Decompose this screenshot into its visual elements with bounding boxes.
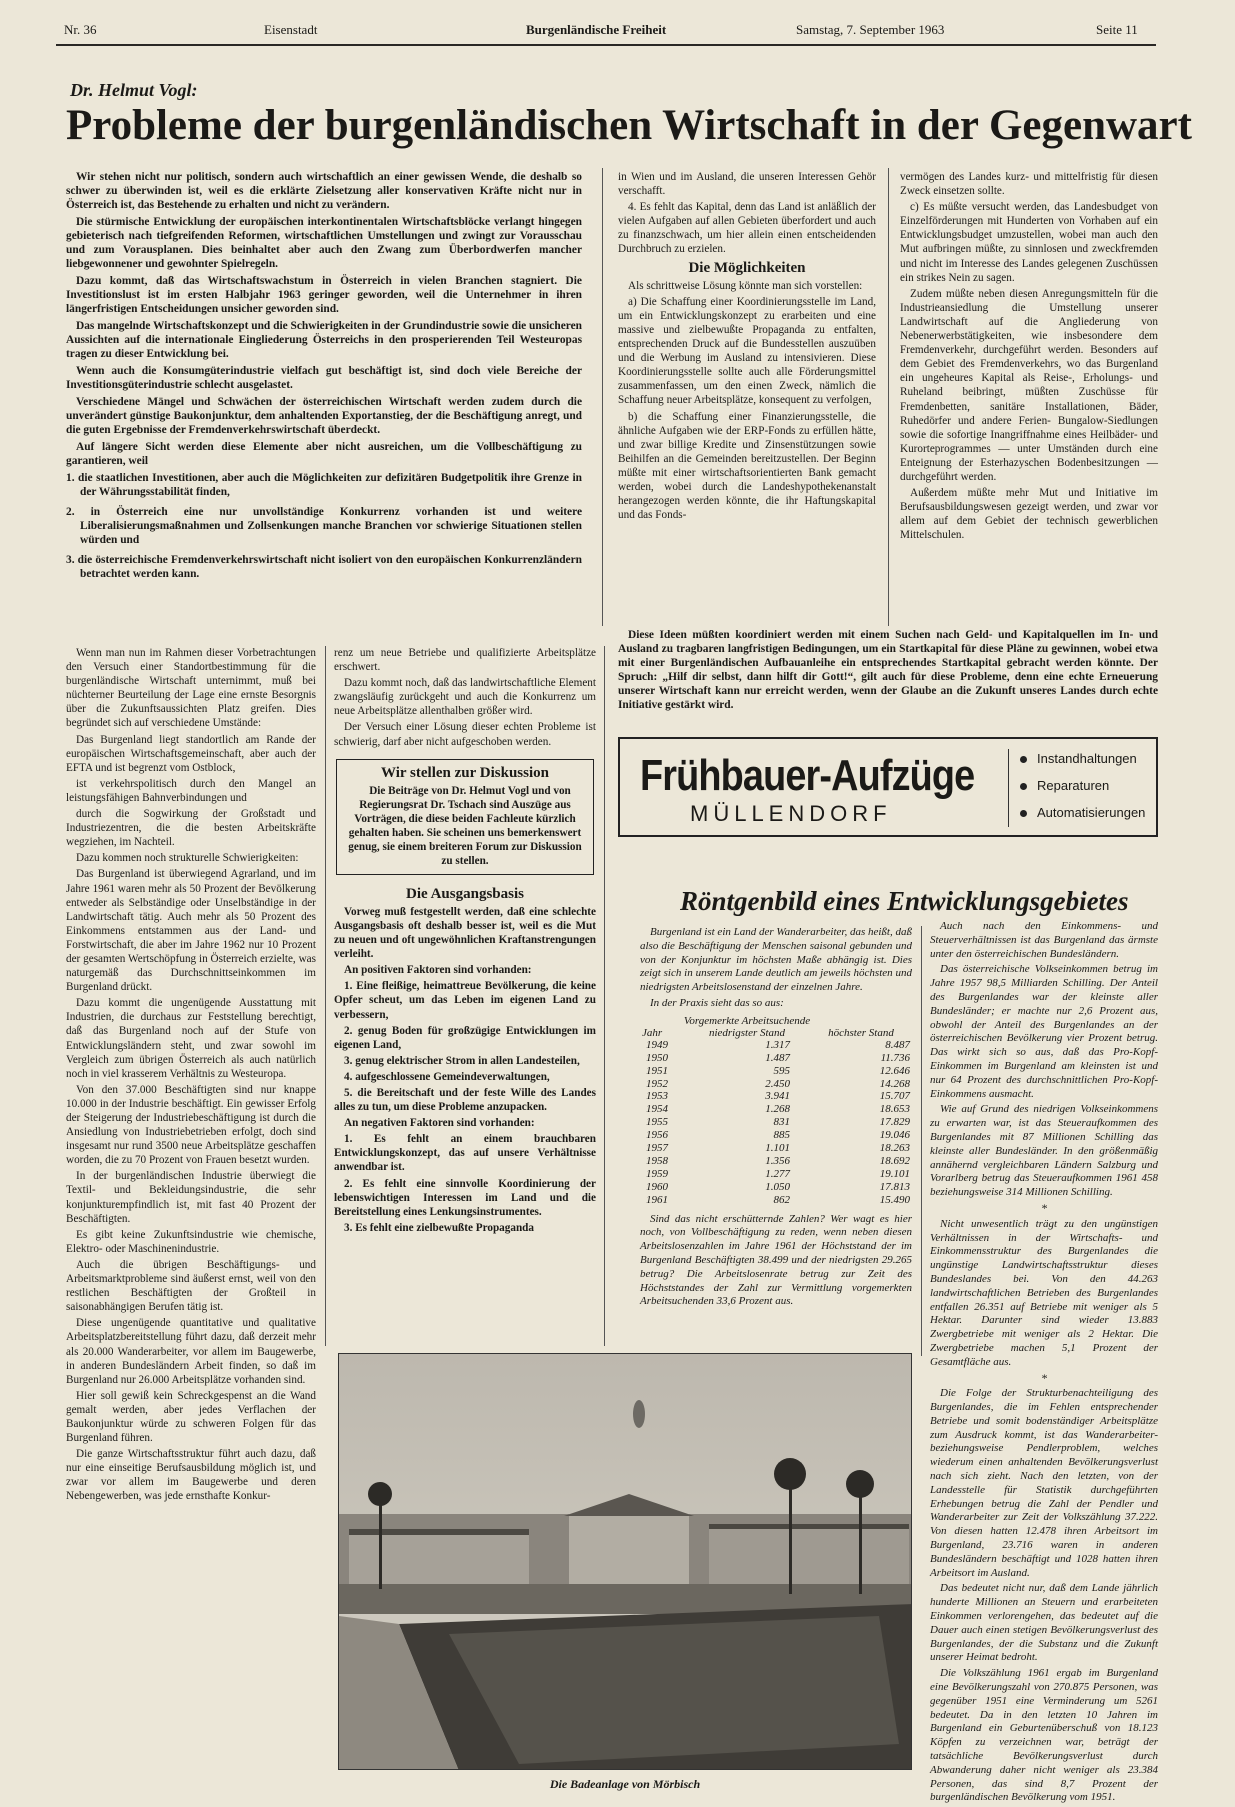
paragraph: a) Die Schaffung einer Koordinierungsstelle im Land, um ein Entwicklungskonzept zu erarbeiten und eine massive und zielbewußte Propaganda zu entfalten, entsprechenden Druck auf die Bundesstellen auszuüben und die Werbung im Ausland zu intensivieren. Diese Koordinierungsstelle sollte auch alle Förderungsmittel zusammenfassen, um den einen Zweck, nämlich die Schaffung neuer Arbeitsplätze, konsequent zu verfolgen,	[618, 295, 876, 407]
cell-highest: 18.692	[879, 1154, 910, 1167]
column-rule	[888, 168, 889, 626]
cell-lowest: 1.050	[765, 1180, 790, 1193]
paragraph: durch die Sogwirkung der Großstadt und Industriezentren, die die besten Arbeitskräfte wegziehen, im Nachteil.	[66, 808, 316, 849]
cell-year: 1955	[646, 1116, 668, 1129]
paragraph: Burgenland ist ein Land der Wanderarbeiter, das heißt, daß also die Beschäftigung der Menschen saisonal gebunden und von der Konjunktur im höchsten Maße abhängig ist. Dies zeigt sich in unserem Lande deutlich am jeweils höchsten und niedrigsten Arbeitslosenstand der einzelnen Jahre.	[640, 926, 912, 994]
newspaper-name: Burgenländische Freiheit	[526, 22, 667, 37]
ad-service-item	[1020, 805, 1145, 820]
paragraph: Auch die übrigen Beschäftigungs- und Arbeitsmarktprobleme sind äußerst ernst, weil von den restlichen Beschäftigten der Großteil in saisonabhängigen Berufen tätig ist.	[66, 1258, 316, 1314]
subheading-moeglichkeiten: Die Möglichkeiten	[688, 259, 806, 276]
paragraph: Vorweg muß festgestellt werden, daß eine schlechte Ausgangsbasis oft deshalb besser ist, weil es die Mut zu neuen und oft ungewöhnlichen Kraftanstrengungen verleiht.	[334, 905, 596, 961]
paragraph: 4. aufgeschlossene Gemeindeverwaltungen,	[344, 1070, 550, 1083]
table-row	[640, 1116, 910, 1129]
cell-year: 1950	[646, 1051, 668, 1064]
cell-lowest: 1.268	[765, 1103, 790, 1116]
column-header-low: Vorgemerkte Arbeitsuchende niedrigster Stand	[683, 1014, 811, 1039]
cell-lowest: 1.356	[765, 1154, 790, 1167]
paragraph: Dazu kommt die ungenügende Ausstattung mit Industrien, die durchaus zur Feststellung berechtigt, daß das Burgenland noch auf der Stufe von Entwicklungsländern steht, und zwar sowohl im Vergleich zum übrigen Österreich als auch natürlich noch in viel krasserem Verhältnis zu Westeuropa.	[66, 997, 316, 1080]
paragraph: Wenn man nun im Rahmen dieser Vorbetrachtungen den Versuch einer Standortbestimmung für die burgenländische Wirtschaft unternimmt, muß bei nüchterner Beurteilung der Lage eine ernste Besorgnis über die Zukunftsaussichten Platz greifen. Dies begründet sich auf verschiedene Umstände:	[66, 647, 316, 730]
cell-year: 1959	[646, 1167, 668, 1180]
paragraph: An negativen Faktoren sind vorhanden:	[344, 1117, 535, 1130]
cell-highest: 11.736	[880, 1051, 910, 1064]
lead-list-item: 1. die staatlichen Investitionen, aber auch die Möglichkeiten zur defizitären Budgetpolitik ihre Grenze in der Währungsstabilität finden,	[66, 472, 582, 498]
cell-highest: 19.101	[879, 1167, 910, 1180]
advertisement	[618, 737, 1158, 837]
paragraph: In der burgenländischen Industrie überwiegt die Textil- und Bekleidungsindustrie, die sehr konjunkturempfindlich ist, mit fast 40 Prozent der Beschäftigten.	[66, 1170, 316, 1225]
paragraph: in Wien und im Ausland, die unseren Interessen Gehör verschafft.	[618, 171, 876, 198]
photo-illustration	[339, 1354, 912, 1770]
cell-lowest: 1.101	[765, 1142, 790, 1155]
table-row	[640, 1065, 910, 1078]
ad-service-label: Instandhaltungen	[1037, 751, 1137, 766]
right-column-top	[900, 170, 1158, 544]
cell-highest: 15.707	[879, 1090, 910, 1103]
table-row	[640, 1142, 910, 1155]
cell-highest: 8.487	[885, 1038, 910, 1051]
column-rule	[604, 646, 605, 1346]
cell-lowest: 3.941	[765, 1090, 790, 1103]
paragraph: 1. Es fehlt an einem brauchbaren Entwicklungskonzept, das auf unsere Verhältnisse anwendbar ist.	[334, 1133, 596, 1174]
city: Eisenstadt	[264, 22, 318, 37]
cell-lowest: 1.277	[765, 1167, 790, 1180]
table-header-row	[640, 1015, 910, 1039]
paragraph: 3. genug elektrischer Strom in allen Landesteilen,	[344, 1054, 580, 1067]
issue-number: Nr. 36	[64, 22, 97, 37]
paragraph: 4. Es fehlt das Kapital, denn das Land ist anläßlich der vielen Aufgaben auf allen Gebieten überfordert und auch zu finanzschwach, um hier allein einen entscheidenden Durchbruch zu erzielen.	[618, 201, 876, 256]
cell-year: 1951	[646, 1064, 668, 1077]
paragraph: Dazu kommt noch, daß das landwirtschaftliche Element zwangsläufig zurückgeht und auch die Konkurrenz um neue Arbeitsplätze allenthalben größer wird.	[334, 677, 596, 718]
ad-service-item	[1020, 751, 1145, 766]
bullet-icon	[1020, 810, 1027, 817]
paragraph: vermögen des Landes kurz- und mittelfristig für diesen Zweck einsetzen sollte.	[900, 171, 1158, 198]
cell-year: 1957	[646, 1142, 668, 1155]
ad-divider	[1008, 749, 1009, 827]
lead-paragraph: Auf längere Sicht werden diese Elemente aber nicht ausreichen, um die Vollbeschäftigung zu garantieren, weil	[66, 441, 582, 467]
column-header-year: Jahr	[642, 1026, 663, 1039]
paragraph: Das bedeutet nicht nur, daß dem Lande jährlich hunderte Millionen an Steuern und erarbeiteten Einkommen verlorengehen, das bedeutet auf die Dauer auch einen stetigen Bevölkerungsverlust des Burgenlandes, der die Substanz und die Zukunft unserer Heimat bedroht.	[930, 1582, 1158, 1664]
unemployment-table	[640, 1015, 910, 1207]
cell-lowest: 831	[773, 1116, 790, 1129]
lead-intro	[66, 170, 582, 587]
cell-year: 1954	[646, 1103, 668, 1116]
cell-lowest: 885	[773, 1129, 790, 1142]
author-kicker: Dr. Helmut Vogl:	[70, 80, 198, 100]
column-rule	[325, 646, 326, 1346]
paragraph: 2. Es fehlt eine sinnvolle Koordinierung der lebenswichtigen Interessen im Land und die Bereitstellung eines Lenkungsinstrumentes.	[334, 1177, 596, 1218]
paragraph: Die ganze Wirtschaftsstruktur führt auch dazu, daß nur eine einseitige Berufsausbildung möglich ist, und zwar vor allem im Baugewerbe und deren Nebengewerben, was jede ernsthafte Konkur-	[66, 1448, 316, 1503]
second-column	[334, 646, 596, 1237]
paragraph: An positiven Faktoren sind vorhanden:	[344, 964, 532, 977]
paragraph: Der Versuch einer Lösung dieser echten Probleme ist schwierig, darf aber nicht aufgeschoben werden.	[334, 721, 596, 748]
paragraph: Außerdem müßte mehr Mut und Initiative im Berufsausbildungswesen gezeigt werden, und zwar vor allem auf dem Gebiet der technisch gewerblichen Mittelschulen.	[900, 487, 1158, 542]
table-row	[640, 1052, 910, 1065]
cell-year: 1952	[646, 1077, 668, 1090]
paragraph: 2. genug Boden für großzügige Entwicklungen im eigenen Land,	[334, 1024, 596, 1051]
discussion-box	[336, 759, 594, 875]
lead-paragraph: Verschiedene Mängel und Schwächen der österreichischen Wirtschaft werden zudem durch die unverändert günstige Baukonjunktur, dem anhaltenden Exportanstieg, der die Beschäftigung anregt, und die guten Ergebnisse der Fremdenverkehrswirtschaft überdeckt.	[66, 396, 582, 436]
table-row	[640, 1103, 910, 1116]
column-header-high: höchster Stand	[828, 1026, 894, 1039]
bullet-icon	[1020, 783, 1027, 790]
cell-highest: 15.490	[879, 1193, 910, 1206]
lead-paragraph: Wir stehen nicht nur politisch, sondern auch wirtschaftlich an einer gewissen Wende, die deshalb so schwer zu überwinden ist, weil es die erklärte Zielsetzung aller konservativen Kräfte nicht nur in Österreich ist, das Bestehende zu erhalten und nicht zu verändern.	[66, 171, 582, 211]
paragraph: Die Volkszählung 1961 ergab im Burgenland eine Bevölkerungszahl von 270.875 Personen, was gegenüber 1951 eine Verminderung um 5261 bedeutet. Da in den letzten 10 Jahren im Burgenland ein Geburtenüberschuß von 18.123 Köpfen zu verzeichnen war, beträgt der tatsächliche Bevölkerungsverlust durch Abwanderung daher nicht weniger als 23.384 Personen, das sind 8,7 Prozent der burgenländischen Bevölkerung vom 1951.	[930, 1667, 1158, 1804]
cell-highest: 12.646	[879, 1064, 910, 1077]
cell-lowest: 862	[773, 1193, 790, 1206]
column-rule	[602, 168, 603, 626]
paragraph: In der Praxis sieht das so aus:	[650, 996, 784, 1009]
paragraph: Hier soll gewiß kein Schreckgespenst an die Wand gemalt werden, aber jedes Verflachen der Baukonjunktur würde zu schweren Folgen für das Burgenland führen.	[66, 1389, 316, 1445]
table-row	[640, 1181, 910, 1194]
discussion-box-text: Die Beiträge von Dr. Helmut Vogl und von Regierungsrat Dr. Tschach sind Auszüge aus Vorträgen, die diese beiden Fachleute kürzlich gehalten haben. Sie scheinen uns bemerkenswert genug, sie einem breiteren Forum zur Diskussion zu stellen.	[348, 784, 582, 867]
ad-service-label: Reparaturen	[1037, 778, 1110, 793]
conclusion-paragraph: Diese Ideen müßten koordiniert werden mit einem Suchen nach Geld- und Kapitalquellen im In- und Ausland zu tragbaren langfristigen Bedingungen, um ein Startkapital für diese Pläne zu gewinnen, wobei etwa mit einer Burgenländischen Aufbauanleihe ein entsprechendes Startkapital gebracht werden könnte. Der Spruch: „Hilf dir selbst, dann hilft dir Gott!“, gilt auch für diese Probleme, denn eine echte Erneuerung unserer Wirtschaft kann nur erreicht werden, wenn der Glaube an die Zukunft unseres Landes durch echte Initiative gestärkt wird.	[618, 629, 1158, 711]
page-header	[56, 18, 1156, 44]
left-column	[66, 646, 316, 1506]
paragraph: Es gibt keine Zukunftsindustrie wie chemische, Elektro- oder Maschinenindustrie.	[66, 1228, 316, 1255]
separator-star: *	[1041, 1370, 1047, 1385]
middle-column-top	[618, 170, 876, 524]
lead-paragraph: Das mangelnde Wirtschaftskonzept und die Schwierigkeiten in der Grundindustrie sowie die unsicheren Aussichten auf die internationale Eingliederung Österreichs in den prosperierenden Teil Westeuropas tragen zu dieser Entwicklung bei.	[66, 320, 582, 360]
cell-highest: 19.046	[879, 1129, 910, 1142]
cell-year: 1956	[646, 1129, 668, 1142]
cell-lowest: 1.487	[765, 1051, 790, 1064]
cell-highest: 18.263	[879, 1142, 910, 1155]
lead-paragraph: Die stürmische Entwicklung der europäischen interkontinentalen Wirtschaftsblöcke verlangt hingegen gebieterisch nach tiefgreifenden Reformen, wirtschaftlichen Umstellungen und zwingt zur Vorausschau und zum Vorausplanen. Dies beinhaltet aber auch den Zwang zum Überbordwerfen mancher liebgewonnener und gewohnter Spielregeln.	[66, 216, 582, 270]
lead-paragraph: Wenn auch die Konsumgüterindustrie vielfach gut beschäftigt ist, sind doch viele Bereiche der Investitionsgüterindustrie schlecht ausgelastet.	[66, 365, 582, 391]
paragraph: Als schrittweise Lösung könnte man sich vorstellen:	[628, 279, 863, 292]
paragraph: Dazu kommen noch strukturelle Schwierigkeiten:	[76, 852, 299, 865]
cell-year: 1960	[646, 1180, 668, 1193]
date: Samstag, 7. September 1963	[796, 22, 945, 37]
cell-highest: 18.653	[879, 1103, 910, 1116]
paragraph: 3. Es fehlt eine zielbewußte Propaganda	[344, 1221, 534, 1234]
cell-year: 1953	[646, 1090, 668, 1103]
paragraph: 5. die Bereitschaft und der feste Wille des Landes alles zu tun, um diese Probleme anzupacken.	[334, 1086, 596, 1114]
paragraph: Diese ungenügende quantitative und qualitative Arbeitsplatzbereitstellung führt dazu, daß derzeit mehr als 20.000 Wanderarbeiter, vor allem im Baugewerbe, in anderen Bundesländern Arbeit finden, so daß im Burgenland nur 26.000 Arbeitsplätze vorhanden sind.	[66, 1317, 316, 1386]
ad-brand: Frühbauer-Aufzüge	[640, 751, 975, 800]
subheading-ausgangsbasis: Die Ausgangsbasis	[406, 885, 524, 902]
roentgen-title: Röntgenbild eines Entwicklungsgebietes	[680, 886, 1129, 916]
cell-lowest: 2.450	[765, 1077, 790, 1090]
paragraph: Zudem müßte neben diesen Anregungsmitteln für die Industrieansiedlung die Umstellung unserer Landwirtschaft auf die Angliederung von Nebenerwerbstätigkeiten, wie insbesondere dem Fremdenverkehr, durchgeführt werden. Besonders auf dem Gebiet des Fremdenverkehrs, wo das Burgenland ein ungeheures Kapital als Reise-, Erholungs- und Ruheland beibringt, müßten Zuschüsse für Fremdenbetten, sanitäre Installationen, Bäder, Ruhedörfer und andere Ferien- Bungalow-Siedlungen sowie die sofortige Inangriffnahme eines Heilbäder- und Kurorteprogrammes — unter Umständen durch eine Enteignung der Esterhazyschen Bodenbesitzungen — durchgeführt werden.	[900, 287, 1158, 483]
table-row	[640, 1194, 910, 1207]
paragraph: ist verkehrspolitisch durch den Mangel an leistungsfähigen Bahnverbindungen und	[66, 777, 316, 804]
cell-year: 1949	[646, 1038, 668, 1051]
ad-service-label: Automatisierungen	[1037, 805, 1146, 820]
paragraph: 1. Eine fleißige, heimattreue Bevölkerung, die keine Opfer scheut, um das Leben im eigenen Land zu verbessern,	[334, 980, 596, 1021]
paragraph: Das Burgenland ist überwiegend Agrarland, und im Jahre 1961 waren mehr als 50 Prozent der Bevölkerung entweder als Selbständige oder Unselbständige in der Landwirtschaft tätig. Auch mehr als 50 Prozent des Einkommens entstammen aus der Land- und Forstwirtschaft, die aber im Jahre 1962 nur 10 Prozent der gesamten Wertschöpfung in Österreich erzielte, was naturgemäß das Durchschnittseinkommen im Burgenland drückt.	[66, 868, 316, 994]
cell-lowest: 1.317	[765, 1038, 790, 1051]
cell-highest: 17.813	[879, 1180, 910, 1193]
paragraph: Die Folge der Strukturbenachteiligung des Burgenlandes, die im Fehlen entsprechender Betriebe und somit bodenständiger Arbeitsplätze zum Ausdruck kommt, ist das Wanderarbeiter- beziehungsweise Pendlerproblem, welches wiederum einen anhaltenden Bevölkerungsverlust nach sich zieht. Nach den letzten, von der Landesstelle für Statistik durchgeführten Erhebungen betrug die Zahl der Pendler und Wanderarbeiter zur Zeit der Volkszählung 37.222. Von diesen hatten 12.478 ihren Arbeitsort im Burgenland, 23.716 waren in anderen Bundesländern beschäftigt und 1028 hatten ihren Arbeitsort im Ausland.	[930, 1387, 1158, 1579]
discussion-box-title: Wir stellen zur Diskussion	[381, 764, 549, 781]
paragraph: renz um neue Betriebe und qualifizierte Arbeitsplätze erschwert.	[334, 647, 596, 674]
table-row	[640, 1078, 910, 1091]
cell-lowest: 595	[773, 1064, 790, 1077]
cell-year: 1958	[646, 1154, 668, 1167]
header-rule	[56, 44, 1156, 46]
paragraph: Auch nach den Einkommens- und Steuerverhältnissen ist das Burgenland das ärmste unter den österreichischen Bundesländern.	[930, 920, 1158, 960]
paragraph: Das Burgenland liegt standortlich am Rande der europäischen Wirtschaftsgemeinschaft, aber auch der EFTA und ist begrenzt vom Ostblock,	[66, 733, 316, 774]
table-row	[640, 1155, 910, 1168]
cell-highest: 17.829	[879, 1116, 910, 1129]
paragraph: b) die Schaffung einer Finanzierungsstelle, die ähnliche Aufgaben wie der ERP-Fonds zu erfüllen hätte, und zwar billige Kredite und Zinsenstützungen sowie Beihilfen an die Gemeinden bereitzustellen. Der Beginn müßte mit einer wirtschaftsorientierten Bank gemacht werden, wobei durch die Landeshypothekenanstalt herangezogen werden könnte, die ihr Haftungskapital und das Fonds-	[618, 410, 876, 522]
ad-town: MÜLLENDORF	[690, 801, 892, 826]
table-row	[640, 1039, 910, 1052]
bullet-icon	[1020, 756, 1027, 763]
roentgen-left	[640, 926, 912, 1311]
table-row	[640, 1090, 910, 1103]
paragraph: Nicht unwesentlich trägt zu den ungünstigen Verhältnissen in der Wirtschafts- und Einkommensstruktur des Burgenlandes die ungünstige Landwirtschaftsstruktur dieses Bundeslandes bei. Von den 44.263 landwirtschaftlichen Betrieben des Burgenlandes entfallen 26.351 auf Betriebe mit weniger als 5 Hektar. Darunter sind wieder 13.883 Zwergbetriebe mit weniger als 2 Hektar. Die Zwergbetriebe machen 5,1 Prozent der Gesamtfläche aus.	[930, 1217, 1158, 1368]
cell-highest: 14.268	[879, 1077, 910, 1090]
paragraph: Sind das nicht erschütternde Zahlen? Wer wagt es hier noch, von Vollbeschäftigung zu reden, wenn neben diesen Arbeitslosenzahlen im Jahre 1961 der Höchststand der im Burgenland Beschäftigten 38.499 und der niedrigsten 29.265 betrug? Die Arbeitslosenrate betrug zur Zeit des Höchststandes der Zahl zur Vermittlung vorgemerkten Arbeitsuchenden 33,6 Prozent aus.	[640, 1212, 912, 1308]
table-row	[640, 1168, 910, 1181]
lead-list-item: 3. die österreichische Fremdenverkehrswirtschaft nicht isoliert von den europäischen Konkurrenzländern betrachtet werden kann.	[66, 554, 582, 580]
lead-paragraph: Dazu kommt, daß das Wirtschaftswachstum in Österreich in vielen Branchen stagniert. Die Investitionslust ist im ersten Halbjahr 1963 geringer geworden, weil die Unternehmer in ihren längerfristigen Entscheidungen unsicher geworden sind.	[66, 275, 582, 315]
roentgen-right	[930, 920, 1158, 1807]
lead-list-item: 2. in Österreich eine nur unvollständige Konkurrenz vorhanden ist und weitere Liberalisierungsmaßnahmen und Zollsenkungen manche Branchen vor schwierige Situationen stellen würden und	[66, 506, 582, 546]
table-row	[640, 1129, 910, 1142]
page-number: Seite 11	[1096, 22, 1138, 37]
paragraph: Das österreichische Volkseinkommen betrug im Jahre 1957 98,5 Milliarden Schilling. Der Anteil des Burgenlandes war der kleinste aller Bundesländer; er machte nur 2,6 Prozent aus, obwohl der Anteil des Burgenlandes an der österreichischen Bevölkerung vier Prozent betrug. Das wirkt sich so aus, daß das Pro-Kopf-Einkommen im Burgenland am kleinsten ist und nur 64 Prozent des durchschnittlichen Pro-Kopf-Einkommens ausmacht.	[930, 963, 1158, 1100]
separator-star: *	[1041, 1200, 1047, 1215]
table-body	[640, 1039, 910, 1207]
ad-services	[1020, 751, 1145, 832]
cell-year: 1961	[646, 1193, 668, 1206]
photo-badeanlage	[338, 1353, 912, 1770]
paragraph: Von den 37.000 Beschäftigten sind nur knappe 10.000 in der Industrie beschäftigt. Ein gewisser Erfolg der Steigerung der Industriebeschäftigung ist durch die Ansiedlung von Industriebetrieben erfolgt, doch sind insgesamt nur rund 3500 neue Arbeitsplätze geschaffen worden, die zu 70 Prozent von Frauen besetzt wurden.	[66, 1083, 316, 1167]
headline: Probleme der burgenländischen Wirtschaft in der Gegenwart	[66, 102, 1192, 149]
column-rule	[921, 926, 922, 1356]
photo-caption: Die Badeanlage von Mörbisch	[549, 1777, 701, 1791]
paragraph: c) Es müßte versucht werden, das Landesbudget von Einzelförderungen mit Hunderten von Vorhaben auf ein Entwicklungsbudget umzustellen, wobei man auch den Mut aufbringen müßte, zu sinnlosen und zweckfremden und nicht im Interesse des Landes gelegenen Zuschüssen ein strikes Nein zu sagen.	[900, 201, 1158, 284]
ad-service-item	[1020, 778, 1145, 793]
conclusion	[618, 628, 1158, 715]
paragraph: Wie auf Grund des niedrigen Volkseinkommens zu erwarten war, ist das Steueraufkommen des Burgenlandes mit 87 Millionen Schilling das kleinste aller Bundesländer. In den größenmäßig annähernd vergleichbaren Ländern Salzburg und Vorarlberg betrug das Steueraufkommen 1961 458 beziehungsweise 314 Millionen Schilling.	[930, 1103, 1158, 1199]
